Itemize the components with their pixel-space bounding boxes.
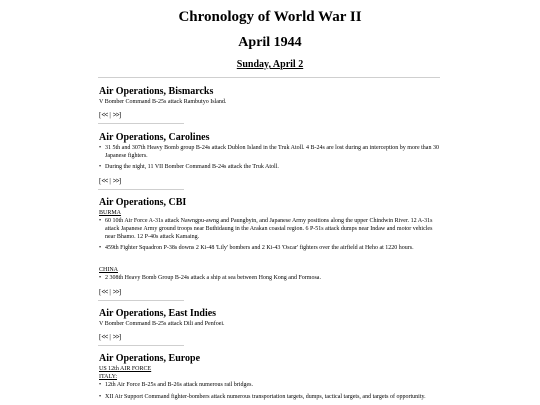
section-nav: [<< | >>]: [99, 177, 122, 185]
page-title: Chronology of World War II: [178, 9, 362, 25]
page-date-heading: Sunday, April 2: [236, 59, 304, 70]
subheading-china[interactable]: CHINA: [99, 267, 118, 273]
next-icon[interactable]: >>: [112, 111, 119, 119]
section-heading-carolines: Air Operations, Carolines: [99, 132, 210, 143]
next-icon[interactable]: >>: [112, 288, 119, 296]
section-text-east-indies: V Bomber Command B-25s attack Dili and Penfoei.: [99, 321, 225, 327]
list-item: • 60 10th Air Force A-31s attack Nawngpu-awng and Paungbyin, and Japanese Army positions along the upper Chindwin River. 12 A-31s attack Japanese Army ground troops near Buthidaung in the Arakan coastal region. 6 P-51s attack dumps near Indaw and motor vehicles near Bhamo. 12 P-40s attack Kamaing.: [99, 217, 444, 241]
section-divider: [98, 123, 184, 124]
previous-icon[interactable]: <<: [101, 111, 108, 119]
subheading-af[interactable]: US 12th AIR FORCE: [99, 366, 152, 372]
nav-separator: |: [109, 111, 111, 119]
subheading-italy[interactable]: ITALY:: [99, 374, 118, 380]
next-icon[interactable]: >>: [112, 177, 119, 185]
section-nav: [<< | >>]: [99, 333, 122, 341]
list-item: • 31 5th and 307th Heavy Bomb group B-24s attack Dublon Island in the Truk Atoll. 4 B-24s are lost during an interception by more than 30 Japanese fighters.: [99, 144, 444, 160]
section-text-bismarcks: V Bomber Command B-25s attack Rambutyo Island.: [99, 99, 227, 105]
section-heading-cbi: Air Operations, CBI: [99, 197, 187, 208]
page-subtitle-month: April 1944: [238, 35, 302, 50]
divider: [98, 77, 440, 78]
nav-separator: |: [109, 288, 111, 296]
section-nav: [<< | >>]: [99, 111, 122, 119]
nav-separator: |: [109, 333, 111, 341]
list-item: • 2 308th Heavy Bomb Group B-24s attack a ship at sea between Hong Kong and Formosa.: [99, 274, 444, 282]
section-divider: [98, 345, 184, 346]
previous-icon[interactable]: <<: [101, 333, 108, 341]
section-divider: [98, 300, 184, 301]
section-heading-east-indies: Air Operations, East Indies: [99, 308, 217, 319]
list-item: • 12th Air Force B-25s and B-26s attack numerous rail bridges.: [99, 381, 444, 389]
previous-icon[interactable]: <<: [101, 288, 108, 296]
list-item: • 459th Fighter Squadron P-38s downs 2 Ki-48 'Lily' bombers and 2 Ki-43 'Oscar' fighters over the airfield at Heho at 1220 hours.: [99, 244, 444, 252]
list-item: • XII Air Support Command fighter-bombers attack numerous transportation targets, dumps, tactical targets, and targets of opportunity.: [99, 393, 444, 401]
nav-separator: |: [109, 177, 111, 185]
section-heading-bismarcks: Air Operations, Bismarcks: [99, 86, 214, 97]
section-nav: [<< | >>]: [99, 288, 122, 296]
next-icon[interactable]: >>: [112, 333, 119, 341]
list-item: • During the night, 11 VII Bomber Command B-24s attack the Truk Atoll.: [99, 163, 444, 171]
section-heading-europe: Air Operations, Europe: [99, 353, 201, 364]
section-divider: [98, 189, 184, 190]
subheading-burma[interactable]: BURMA: [99, 210, 122, 216]
previous-icon[interactable]: <<: [101, 177, 108, 185]
